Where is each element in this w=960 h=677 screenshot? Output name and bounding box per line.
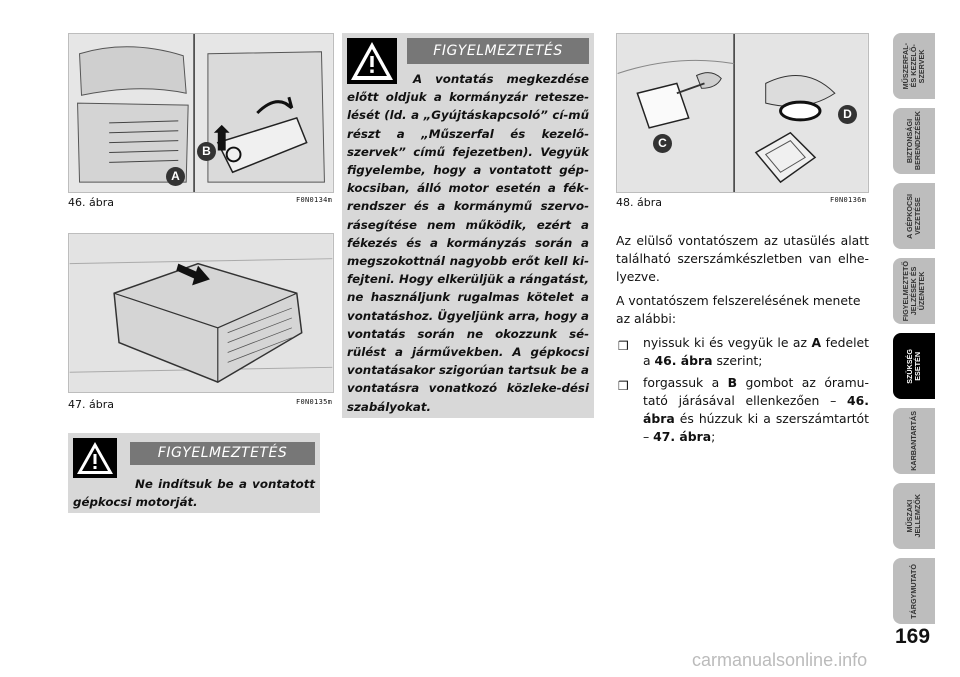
tab-index[interactable] [893, 558, 935, 624]
figure-47-image [68, 233, 334, 393]
warning-heading: FIGYELMEZTETÉS [130, 442, 315, 465]
bullet-item-1 [616, 334, 869, 370]
tab-driving[interactable] [893, 183, 935, 249]
bullet-2-bold-fig47: 47. ábra [653, 429, 712, 444]
paragraph-1: Az elülső vontatószem az utasülés alatt található szerszámkészletben van elhe-lyezve. [616, 233, 869, 284]
bullet-item-2 [616, 374, 869, 446]
bullet-1-text-end: szerint; [712, 353, 763, 368]
bullet-2-bold-b: B [727, 375, 738, 390]
tab-warnings-messages[interactable] [893, 258, 935, 324]
tab-safety-devices[interactable] [893, 108, 935, 174]
bullet-box-icon: ❒ [618, 339, 629, 353]
figure-46-drawing [69, 34, 333, 192]
bullet-2-bold-fig46: 46. ábra [643, 393, 869, 426]
tab-label: MŰSZAKI JELLEMZŐK [905, 494, 922, 538]
bullet-2-text-mid2: és húzzuk ki a szerszámtartót – [643, 411, 869, 444]
figure-47-code: F0N0135m [296, 398, 333, 406]
page-number: 169 [895, 625, 931, 648]
warning-box-towing [342, 33, 594, 418]
tab-label: BIZTONSÁGI BERENDEZÉSEK [905, 111, 922, 171]
figure-48-label-c: C [653, 134, 672, 153]
tab-emergency[interactable] [893, 333, 935, 399]
figure-46-caption: 46. ábra [68, 196, 114, 209]
tab-maintenance[interactable] [893, 408, 935, 474]
warning-text: A vontatás megkezdése előtt oldjuk a kormányzár retesze-lését (ld. a „Gyújtáskapcsoló” cí-mű részt a „Műszerfal és kezelő-szervek” című fejezetben). Vegyük figyelembe, hogy a vontatott gép-kocsiban, álló motor esetén a fék-rendszer és a kormánymű szervo-rásegítése nem működik, ezért a fékezés és a kormányzás során a megszokottnál nagyobb erőt kell ki-fejteni. Hogy elkerüljük a rángatást, ne használjunk rugalmas kötelet a vontatáshoz. Ügyeljünk arra, hogy a vontatás során ne okozzunk sé-rülést a járművekben. A gépkocsi vontatásakor szigorúan tartsuk be a vontatásra vonatkozó közleke-dési szabályokat. [347, 72, 589, 414]
figure-46-image [68, 33, 334, 193]
bullet-2-text: forgassuk a [643, 375, 728, 390]
tab-label: TÁRGYMUTATÓ [909, 563, 918, 619]
figure-48-image [616, 33, 869, 193]
body-text [616, 232, 869, 450]
warning-box-engine [68, 433, 320, 513]
warning-text: Ne indítsuk be a vontatott gépkocsi motorját. [73, 477, 315, 510]
figure-48-caption: 48. ábra [616, 196, 662, 209]
figure-46-label-a: A [166, 167, 185, 186]
figure-48-code: F0N0136m [830, 196, 867, 204]
tab-label: A GÉPKOCSI VEZETÉSE [905, 193, 922, 239]
bullet-1-text: nyissuk ki és vegyük le az [643, 335, 812, 350]
tab-label: KARBANTARTÁS [909, 411, 918, 471]
paragraph-2: A vontatószem felszerelésének menete az alábbi: [616, 293, 861, 326]
bullet-1-bold-a: A [811, 335, 822, 350]
watermark-text: carmanualsonline.info [692, 650, 868, 670]
bullet-2-text-mid: gombot az óramu-tató járásával ellenkezően – [643, 375, 869, 408]
figure-48-drawing [617, 34, 868, 192]
figure-46-code: F0N0134m [296, 196, 333, 204]
tab-dashboard-controls[interactable] [893, 33, 935, 99]
figure-47-drawing [69, 234, 333, 392]
tab-technical-data[interactable] [893, 483, 935, 549]
tab-label: MŰSZERFAL- ÉS KEZELŐ- SZERVEK [901, 42, 926, 90]
bullet-1-bold-fig: 46. ábra [654, 353, 713, 368]
warning-triangle-icon [73, 438, 117, 478]
figure-47-caption: 47. ábra [68, 398, 114, 411]
figure-46-label-b: B [197, 142, 216, 161]
tab-label: SZÜKSÉG ESETÉN [905, 348, 922, 384]
bullet-2-text-end: ; [711, 429, 716, 444]
bullet-1-text-mid: fedelet a [643, 335, 869, 368]
figure-48-label-d: D [838, 105, 857, 124]
bullet-box-icon: ❒ [618, 379, 629, 393]
tab-label: FIGYELMEZTETŐ JELZÉSEK ÉS ÜZENETEK [901, 260, 926, 322]
warning-heading: FIGYELMEZTETÉS [407, 38, 589, 64]
